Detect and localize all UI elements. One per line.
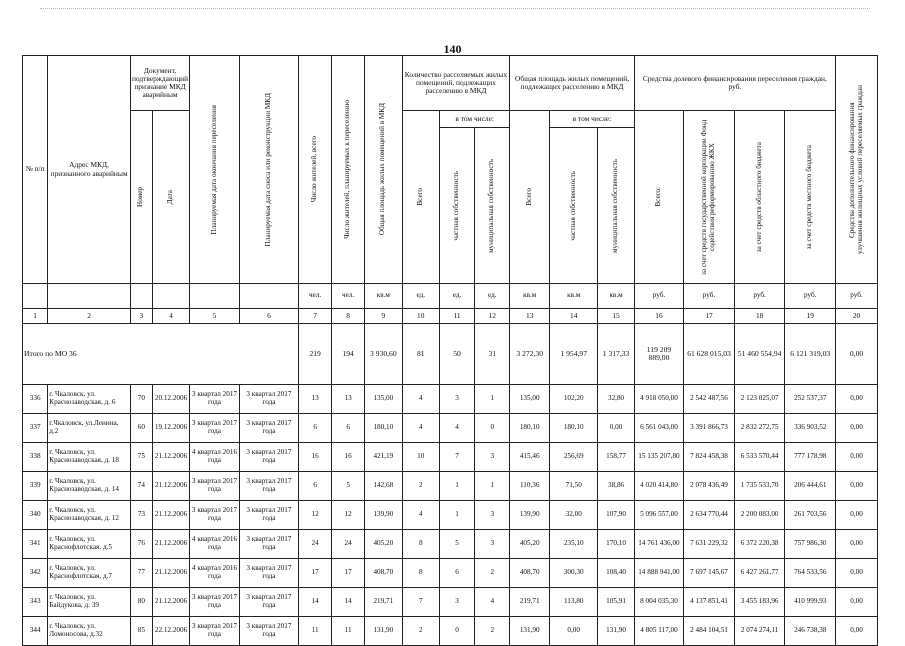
cell-f-total: 8 004 035,30 <box>634 588 684 617</box>
cell-f-add: 0,00 <box>836 530 878 559</box>
column-number-cell: 20 <box>836 309 878 324</box>
rooms-private-label: частная собственность <box>452 170 461 241</box>
cell-rooms-mun: 2 <box>475 617 510 646</box>
table-row <box>23 385 878 414</box>
cell-demolition: 3 квартал 2017 года <box>239 385 298 414</box>
column-number-cell: 15 <box>598 309 634 324</box>
cell-res-planned: 5 <box>332 472 365 501</box>
cell-a-mun: 0,00 <box>598 414 634 443</box>
total-residents: 219 <box>299 324 332 385</box>
cell-f-total: 6 561 043,00 <box>634 414 684 443</box>
cell-a-private: 113,80 <box>550 588 598 617</box>
column-number-cell: 9 <box>365 309 402 324</box>
column-number-cell: 16 <box>634 309 684 324</box>
cell-demolition: 3 квартал 2017 года <box>239 472 298 501</box>
column-number-cell: 7 <box>299 309 332 324</box>
cell-rooms-private: 1 <box>439 501 474 530</box>
cell-doc-date: 21.12.2006 <box>152 443 189 472</box>
area-private-label: частная собственность <box>568 170 577 241</box>
total-row <box>23 324 878 385</box>
total-fund-reform: 61 628 015,03 <box>684 324 735 385</box>
col-header-area-total <box>510 111 550 284</box>
table-row <box>23 530 878 559</box>
cell-a-mun: 170,10 <box>598 530 634 559</box>
unit-cell: руб. <box>785 284 836 309</box>
local-label: за счет средств местного бюджета <box>805 144 814 250</box>
cell-end: 4 квартал 2016 года <box>190 530 240 559</box>
column-number-cell: 19 <box>785 309 836 324</box>
unit-cell <box>48 284 131 309</box>
cell-rooms-total: 4 <box>402 501 439 530</box>
col-header-residents-total <box>299 56 332 284</box>
cell-res-total: 11 <box>299 617 332 646</box>
cell-address: г. Чкаловск, ул. Краснофлотская, д.7 <box>48 559 131 588</box>
cell-doc-num: 60 <box>130 414 152 443</box>
cell-f-local: 246 738,38 <box>785 617 836 646</box>
cell-res-planned: 17 <box>332 559 365 588</box>
cell-rooms-total: 7 <box>402 588 439 617</box>
cell-end: 4 квартал 2016 года <box>190 443 240 472</box>
cell-a-private: 256,69 <box>550 443 598 472</box>
column-number-cell: 4 <box>152 309 189 324</box>
unit-cell: кв.м <box>365 284 402 309</box>
cell-a-private: 235,10 <box>550 530 598 559</box>
cell-doc-date: 20.12.2006 <box>152 385 189 414</box>
column-number-cell: 14 <box>550 309 598 324</box>
cell-demolition: 3 квартал 2017 года <box>239 588 298 617</box>
cell-a-private: 180,10 <box>550 414 598 443</box>
cell-doc-date: 19.12.2006 <box>152 414 189 443</box>
unit-cell <box>190 284 240 309</box>
cell-a-total: 405,20 <box>510 530 550 559</box>
cell-f-reform: 2 484 104,51 <box>684 617 735 646</box>
cell-area: 139,90 <box>365 501 402 530</box>
cell-area: 131,90 <box>365 617 402 646</box>
cell-end: 3 квартал 2017 года <box>190 385 240 414</box>
cell-demolition: 3 квартал 2017 года <box>239 414 298 443</box>
cell-area: 219,71 <box>365 588 402 617</box>
cell-f-add: 0,00 <box>836 385 878 414</box>
additional-label: Средства дополнительного финансирования улучшения жилищных условий переселяемых граждан <box>847 85 864 254</box>
cell-rooms-mun: 1 <box>475 385 510 414</box>
funding-total-label: Всего: <box>654 187 662 207</box>
cell-rooms-mun: 2 <box>475 559 510 588</box>
unit-cell: чел. <box>332 284 365 309</box>
unit-cell: ед. <box>475 284 510 309</box>
col-header-area-group: Общая площадь жилых помещений, подлежащих расселению в МКД <box>510 56 634 111</box>
cell-address: г. Чкаловск, ул. Краснозаводская, д. 12 <box>48 501 131 530</box>
total-fund: 119 209 889,00 <box>634 324 684 385</box>
cell-area: 421,19 <box>365 443 402 472</box>
cell-a-private: 32,00 <box>550 501 598 530</box>
cell-f-reform: 2 078 436,49 <box>684 472 735 501</box>
cell-doc-date: 22.12.2006 <box>152 617 189 646</box>
cell-f-regional: 2 200 083,00 <box>734 501 785 530</box>
cell-num: 338 <box>23 443 48 472</box>
cell-f-total: 14 761 436,00 <box>634 530 684 559</box>
cell-f-local: 410 999,93 <box>785 588 836 617</box>
cell-f-regional: 6 427 261,77 <box>734 559 785 588</box>
cell-address: г. Чкаловск, ул. Краснозаводская, д. 14 <box>48 472 131 501</box>
cell-f-add: 0,00 <box>836 588 878 617</box>
fund-reform-label: за счет средств государственной корпорации Фонд содействия реформированию ЖКХ <box>700 119 717 275</box>
unit-cell <box>239 284 298 309</box>
unit-cell: руб. <box>634 284 684 309</box>
cell-rooms-mun: 3 <box>475 501 510 530</box>
col-header-area-private <box>550 128 598 284</box>
cell-doc-num: 85 <box>130 617 152 646</box>
cell-f-local: 252 537,37 <box>785 385 836 414</box>
column-number-cell: 13 <box>510 309 550 324</box>
cell-res-total: 16 <box>299 443 332 472</box>
cell-address: г.Чкаловск, ул.Ленина, д.2 <box>48 414 131 443</box>
col-header-area-municipal <box>598 128 634 284</box>
cell-rooms-private: 1 <box>439 472 474 501</box>
table-row <box>23 414 878 443</box>
cell-rooms-private: 0 <box>439 617 474 646</box>
cell-f-regional: 1 735 533,70 <box>734 472 785 501</box>
cell-f-reform: 7 631 229,32 <box>684 530 735 559</box>
total-fund-regional: 51 460 554,94 <box>734 324 785 385</box>
cell-doc-num: 76 <box>130 530 152 559</box>
col-header-rooms-group: Количество расселяемых жилых помещений, подлежащих расселению в МКД <box>402 56 510 111</box>
cell-res-planned: 11 <box>332 617 365 646</box>
cell-res-total: 24 <box>299 530 332 559</box>
total-rooms: 81 <box>402 324 439 385</box>
cell-f-local: 206 444,61 <box>785 472 836 501</box>
unit-cell <box>130 284 152 309</box>
cell-address: г. Чкаловск, ул. Краснозаводская, д. 6 <box>48 385 131 414</box>
doc-number-label: Номер <box>136 187 145 207</box>
unit-cell: кв.м <box>510 284 550 309</box>
cell-f-local: 757 986,30 <box>785 530 836 559</box>
cell-area: 135,00 <box>365 385 402 414</box>
cell-doc-date: 21.12.2006 <box>152 559 189 588</box>
cell-res-total: 6 <box>299 472 332 501</box>
cell-rooms-mun: 1 <box>475 472 510 501</box>
area-municipal-label: муниципальная собственность <box>611 158 620 253</box>
cell-res-planned: 14 <box>332 588 365 617</box>
cell-f-local: 764 533,56 <box>785 559 836 588</box>
unit-cell: ед. <box>402 284 439 309</box>
total-fund-additional: 0,00 <box>836 324 878 385</box>
table-row <box>23 617 878 646</box>
cell-area: 408,70 <box>365 559 402 588</box>
cell-num: 343 <box>23 588 48 617</box>
col-header-residents-planned <box>332 56 365 284</box>
planned-demolition-label: Планируемая дата сноса или реконструкции МКД <box>263 92 272 247</box>
cell-doc-date: 21.12.2006 <box>152 472 189 501</box>
cell-res-planned: 12 <box>332 501 365 530</box>
total-label: Итого по МО 36 <box>23 324 299 385</box>
cell-end: 3 квартал 2017 года <box>190 617 240 646</box>
cell-rooms-total: 4 <box>402 414 439 443</box>
cell-a-private: 71,50 <box>550 472 598 501</box>
col-header-fund-reform <box>684 111 735 284</box>
cell-f-total: 14 888 941,00 <box>634 559 684 588</box>
cell-a-total: 219,71 <box>510 588 550 617</box>
cell-num: 339 <box>23 472 48 501</box>
table-row <box>23 559 878 588</box>
cell-doc-num: 70 <box>130 385 152 414</box>
cell-area: 180,10 <box>365 414 402 443</box>
cell-demolition: 3 квартал 2017 года <box>239 530 298 559</box>
table-row <box>23 472 878 501</box>
col-header-rooms-in-that-number: в том числе: <box>439 111 509 128</box>
cell-res-total: 14 <box>299 588 332 617</box>
cell-f-local: 261 703,56 <box>785 501 836 530</box>
column-number-cell: 8 <box>332 309 365 324</box>
cell-area: 405,20 <box>365 530 402 559</box>
cell-rooms-total: 8 <box>402 530 439 559</box>
cell-end: 3 квартал 2017 года <box>190 472 240 501</box>
cell-f-add: 0,00 <box>836 559 878 588</box>
cell-a-total: 180,10 <box>510 414 550 443</box>
cell-address: г. Чкаловск, ул. Байдукова, д. 39 <box>48 588 131 617</box>
total-residents-planned: 194 <box>332 324 365 385</box>
column-number-cell: 18 <box>734 309 785 324</box>
unit-cell: руб. <box>836 284 878 309</box>
col-header-additional <box>836 56 878 284</box>
cell-address: г. Чкаловск, ул. Краснофлотская, д.5 <box>48 530 131 559</box>
cell-f-add: 0,00 <box>836 501 878 530</box>
cell-res-planned: 6 <box>332 414 365 443</box>
cell-rooms-mun: 0 <box>475 414 510 443</box>
cell-f-add: 0,00 <box>836 617 878 646</box>
col-header-planned-demolition <box>239 56 298 284</box>
cell-demolition: 3 квартал 2017 года <box>239 501 298 530</box>
cell-a-total: 135,00 <box>510 385 550 414</box>
cell-doc-num: 73 <box>130 501 152 530</box>
cell-doc-num: 74 <box>130 472 152 501</box>
col-header-document: Документ, подтверждающий признание МКД аварийным <box>130 56 189 111</box>
column-number-cell: 12 <box>475 309 510 324</box>
rooms-total-label: Всего <box>415 188 424 206</box>
cell-rooms-total: 2 <box>402 617 439 646</box>
cell-rooms-mun: 3 <box>475 530 510 559</box>
cell-end: 3 квартал 2017 года <box>190 501 240 530</box>
cell-f-reform: 3 391 866,73 <box>684 414 735 443</box>
cell-f-regional: 2 832 272,75 <box>734 414 785 443</box>
cell-doc-num: 80 <box>130 588 152 617</box>
cell-address: г. Чкаловск, ул. Ломоносова, д.32 <box>48 617 131 646</box>
column-number-cell: 10 <box>402 309 439 324</box>
unit-cell: кв.м <box>598 284 634 309</box>
unit-cell <box>152 284 189 309</box>
cell-f-reform: 2 542 487,56 <box>684 385 735 414</box>
cell-a-private: 300,30 <box>550 559 598 588</box>
table-row <box>23 443 878 472</box>
cell-rooms-mun: 3 <box>475 443 510 472</box>
table-row <box>23 588 878 617</box>
col-header-rooms-private <box>439 128 474 284</box>
cell-rooms-private: 5 <box>439 530 474 559</box>
unit-cell: руб. <box>684 284 735 309</box>
cell-rooms-private: 3 <box>439 385 474 414</box>
cell-f-add: 0,00 <box>836 414 878 443</box>
cell-num: 342 <box>23 559 48 588</box>
col-header-doc-number <box>130 111 152 284</box>
cell-demolition: 3 квартал 2017 года <box>239 617 298 646</box>
cell-a-total: 415,46 <box>510 443 550 472</box>
cell-rooms-total: 8 <box>402 559 439 588</box>
cell-res-planned: 13 <box>332 385 365 414</box>
cell-res-total: 13 <box>299 385 332 414</box>
cell-f-local: 336 903,52 <box>785 414 836 443</box>
column-numbers-row <box>23 309 878 324</box>
cell-rooms-private: 4 <box>439 414 474 443</box>
planned-end-label: Планируемая дата окончания переселения <box>209 104 218 235</box>
total-area-private: 1 954,97 <box>550 324 598 385</box>
cell-a-mun: 107,90 <box>598 501 634 530</box>
cell-a-private: 102,20 <box>550 385 598 414</box>
cell-doc-date: 21.12.2006 <box>152 530 189 559</box>
cell-res-total: 17 <box>299 559 332 588</box>
unit-cell: кв.м <box>550 284 598 309</box>
cell-f-total: 5 096 557,00 <box>634 501 684 530</box>
cell-f-local: 777 178,98 <box>785 443 836 472</box>
cell-f-total: 4 918 050,00 <box>634 385 684 414</box>
cell-num: 340 <box>23 501 48 530</box>
doc-date-label: Дата <box>166 189 175 205</box>
cell-a-mun: 105,91 <box>598 588 634 617</box>
column-number-cell: 11 <box>439 309 474 324</box>
total-fund-local: 6 121 319,03 <box>785 324 836 385</box>
rooms-municipal-label: муниципальная собственность <box>487 158 496 253</box>
cell-rooms-total: 10 <box>402 443 439 472</box>
area-total-label: Всего <box>524 188 533 206</box>
cell-a-total: 408,70 <box>510 559 550 588</box>
col-header-funding-total <box>634 111 684 284</box>
cell-num: 341 <box>23 530 48 559</box>
total-rooms-private: 50 <box>439 324 474 385</box>
column-number-cell: 2 <box>48 309 131 324</box>
cell-f-total: 4 020 414,80 <box>634 472 684 501</box>
cell-res-planned: 24 <box>332 530 365 559</box>
col-header-num: № п/п <box>23 56 48 284</box>
residents-total-label: Число жителей, всего <box>310 136 319 203</box>
cell-num: 337 <box>23 414 48 443</box>
units-row <box>23 284 878 309</box>
cell-a-mun: 32,80 <box>598 385 634 414</box>
unit-cell: ед. <box>439 284 474 309</box>
col-header-funding-group: Средства долевого финансирования переселения граждан, руб. <box>634 56 835 111</box>
col-header-local <box>785 111 836 284</box>
cell-rooms-private: 3 <box>439 588 474 617</box>
unit-cell: руб. <box>734 284 785 309</box>
cell-f-regional: 3 455 183,96 <box>734 588 785 617</box>
total-area-municipal: 1 317,33 <box>598 324 634 385</box>
cell-end: 3 квартал 2017 года <box>190 414 240 443</box>
cell-doc-num: 77 <box>130 559 152 588</box>
residents-planned-label: Число жителей, планируемых к переселению <box>343 100 352 239</box>
cell-demolition: 3 квартал 2017 года <box>239 559 298 588</box>
cell-f-regional: 6 533 570,44 <box>734 443 785 472</box>
col-header-rooms-municipal <box>475 128 510 284</box>
cell-rooms-private: 6 <box>439 559 474 588</box>
page-number: 140 <box>443 42 462 56</box>
cell-res-total: 6 <box>299 414 332 443</box>
cell-a-private: 0,00 <box>550 617 598 646</box>
cell-a-total: 110,36 <box>510 472 550 501</box>
col-header-doc-date <box>152 111 189 284</box>
cell-a-mun: 38,86 <box>598 472 634 501</box>
column-number-cell: 3 <box>130 309 152 324</box>
cell-num: 336 <box>23 385 48 414</box>
total-rooms-municipal: 31 <box>475 324 510 385</box>
col-header-rooms-total <box>402 111 439 284</box>
cell-doc-date: 21.12.2006 <box>152 588 189 617</box>
total-area-resettled: 3 272,30 <box>510 324 550 385</box>
col-header-total-area <box>365 56 402 284</box>
cell-f-reform: 2 634 770,44 <box>684 501 735 530</box>
column-number-cell: 5 <box>190 309 240 324</box>
cell-res-planned: 16 <box>332 443 365 472</box>
cell-rooms-private: 7 <box>439 443 474 472</box>
cell-res-total: 12 <box>299 501 332 530</box>
col-header-area-in-that-number: в том числе: <box>550 111 635 128</box>
cell-a-mun: 108,40 <box>598 559 634 588</box>
cell-area: 142,68 <box>365 472 402 501</box>
cell-a-mun: 131,90 <box>598 617 634 646</box>
total-area: 3 930,60 <box>365 324 402 385</box>
regional-label: за счет средств областного бюджета <box>754 141 763 253</box>
col-header-address: Адрес МКД, признанного аварийным <box>48 56 131 284</box>
column-number-cell: 6 <box>239 309 298 324</box>
cell-rooms-mun: 4 <box>475 588 510 617</box>
cell-end: 3 квартал 2017 года <box>190 588 240 617</box>
cell-f-regional: 2 123 025,07 <box>734 385 785 414</box>
resettlement-table <box>22 55 878 646</box>
col-header-planned-end <box>190 56 240 284</box>
unit-cell: чел. <box>299 284 332 309</box>
cell-f-reform: 7 697 145,67 <box>684 559 735 588</box>
cell-f-total: 4 805 117,00 <box>634 617 684 646</box>
cell-a-total: 131,90 <box>510 617 550 646</box>
cell-rooms-total: 4 <box>402 385 439 414</box>
unit-cell <box>23 284 48 309</box>
cell-end: 4 квартал 2016 года <box>190 559 240 588</box>
cell-address: г. Чкаловск, ул. Краснозаводская, д. 18 <box>48 443 131 472</box>
cell-rooms-total: 2 <box>402 472 439 501</box>
cell-a-total: 139,90 <box>510 501 550 530</box>
cell-doc-num: 75 <box>130 443 152 472</box>
total-area-label: Общая площадь жилых помещений в МКД <box>378 103 387 236</box>
table-row <box>23 501 878 530</box>
cell-f-regional: 2 074 274,11 <box>734 617 785 646</box>
cell-f-add: 0,00 <box>836 472 878 501</box>
cell-f-regional: 6 372 220,38 <box>734 530 785 559</box>
cell-doc-date: 21.12.2006 <box>152 501 189 530</box>
cell-a-mun: 158,77 <box>598 443 634 472</box>
cell-f-add: 0,00 <box>836 443 878 472</box>
scan-edge-line <box>40 8 870 10</box>
cell-f-reform: 7 824 458,38 <box>684 443 735 472</box>
col-header-regional <box>734 111 785 284</box>
column-number-cell: 17 <box>684 309 735 324</box>
cell-f-reform: 4 137 851,41 <box>684 588 735 617</box>
cell-f-total: 15 135 207,80 <box>634 443 684 472</box>
cell-demolition: 3 квартал 2017 года <box>239 443 298 472</box>
cell-num: 344 <box>23 617 48 646</box>
column-number-cell: 1 <box>23 309 48 324</box>
